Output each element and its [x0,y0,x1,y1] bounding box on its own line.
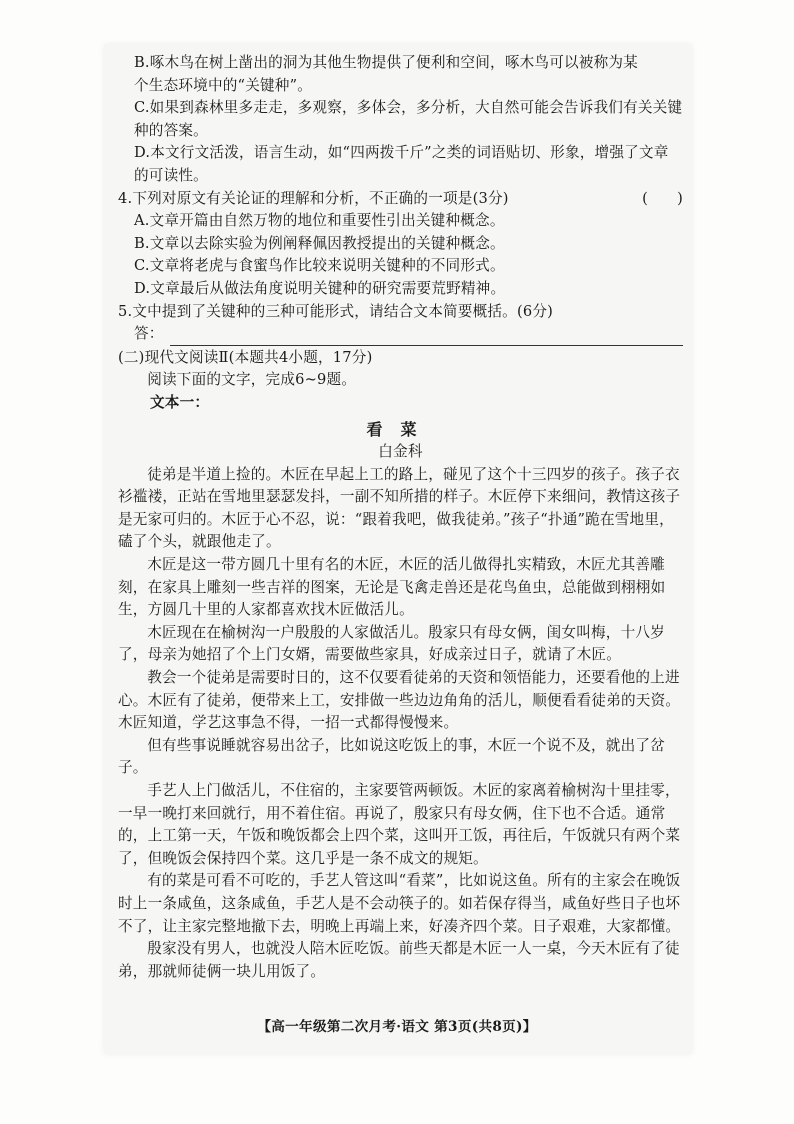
q4-option-d: D.文章最后从做法角度说明关键种的研究需要荒野精神。 [134,279,506,297]
q4-option-a: A.文章开篇由自然万物的地位和重要性引出关键种概念。 [134,212,505,230]
question-4 [118,188,683,211]
section-instruction: 阅读下面的文字，完成6~9题。 [147,371,357,389]
page-content [118,52,683,983]
article-paragraph: 教会一个徒弟是需要时日的，这不仅要看徒弟的天资和领悟能力，还要看他的上进心。木匠有了徒弟，便带来上工，安排做一些边边角角的活儿，顺便看看徒弟的天资。木匠知道，学艺这事急不得，一招一式都得慢慢来。 [118,669,681,732]
article-paragraph: 木匠现在在榆树沟一户殷殷的人家做活儿。殷家只有母女俩，闺女叫梅，十八岁了，母亲为她招了个上门女婿，需要做些家具，好成亲过日子，就请了木匠。 [118,623,665,664]
article-author: 白金科 [378,443,423,461]
option-text: C.如果到森林里多走走，多观察，多体会，多分析，大自然可能会告诉我们有关关键 [134,99,683,117]
option-text: B.啄木鸟在树上凿出的洞为其他生物提供了便利和空间，啄木鸟可以被称为某 [134,54,638,71]
q4-option-b: B.文章以去除实验为例阐释佩因教授提出的关键种概念。 [134,234,505,252]
section-heading: (二)现代文阅读Ⅱ(本题共4小题，17分) [118,348,373,366]
option-continuation: 种的答案。 [134,121,208,139]
question-5-answer [118,323,683,346]
option-text: D.本文行文活泼，语言生动，如“四两拨千斤”之类的词语贴切、形象，增强了文章 [134,144,669,162]
article-paragraph: 手艺人上门做活儿，不住宿的，主家要管两顿饭。木匠的家离着榆树沟十里挂零，一早一晚打来回就行，用不着住宿。再说了，殷家只有母女俩，住下也不合适。通常的，上工第一天，午饭和晚饭都会上四个菜，这叫开工饭，再往后，午饭就只有两个菜了，但晚饭会保持四个菜。这几乎是一条不成文的规矩。 [118,782,681,867]
article-paragraph: 有的菜是可看不可吃的，手艺人管这叫“看菜”，比如说这鱼。所有的主家会在晚饭时上一条咸鱼，这条咸鱼，手艺人是不会动筷子的。如若保存得当，咸鱼好些日子也坏不了，让主家完整地撤下去，明晚上再端上来，好凑齐四个菜。日子艰难，大家都懂。 [118,872,681,935]
answer-label: 答： [134,325,164,343]
page-footer: 【高一年级第二次月考·语文 第3页(共8页)】 [257,1019,537,1035]
article-paragraph: 木匠是这一带方圆几十里有名的木匠，木匠的活儿做得扎实精致，木匠尤其善雕刻，在家具上雕刻一些吉祥的图案，无论是飞禽走兽还是花鸟鱼虫，总能做到栩栩如生，方圆几十里的人家都喜欢找木匠做活儿。 [118,556,666,619]
option-continuation: 个生态环境中的“关键种”。 [134,76,313,94]
answer-parentheses[interactable]: ( ) [642,189,683,207]
option-c [118,97,683,142]
q4-option-c: C.文章将老虎与食蜜鸟作比较来说明关键种的不同形式。 [134,257,505,275]
article-title: 看菜 [366,419,435,439]
question-5-stem: 5.文中提到了关键种的三种可能形式，请结合文本简要概括。(6分) [118,302,554,320]
text-one-label: 文本一： [150,393,210,411]
option-b [118,52,683,97]
article-paragraph: 徒弟是半道上捡的。木匠在早起上工的路上，碰见了这个十三四岁的孩子。孩子衣衫褴褛，正站在雪地里瑟瑟发抖，一副不知所措的样子。木匠停下来细问，教情这孩子是无家可归的。木匠于心不忍，说：“跟着我吧，做我徒弟。”孩子“扑通”跪在雪地里，磕了个头，就跟他走了。 [118,465,681,551]
article-paragraph: 殷家没有男人，也就没人陪木匠吃饭。前些天都是木匠一人一桌，今天木匠有了徒弟，那就师徒俩一块儿用饭了。 [118,940,680,980]
answer-line[interactable] [170,331,683,346]
article-paragraph: 但有些事说睡就容易出岔子，比如说这吃饭上的事，木匠一个说不及，就出了岔子。 [118,736,665,777]
option-continuation: 的可读性。 [134,166,208,184]
question-4-stem: 4.下列对原文有关论证的理解和分析，不正确的一项是(3分) [118,189,509,207]
option-d [118,142,683,187]
